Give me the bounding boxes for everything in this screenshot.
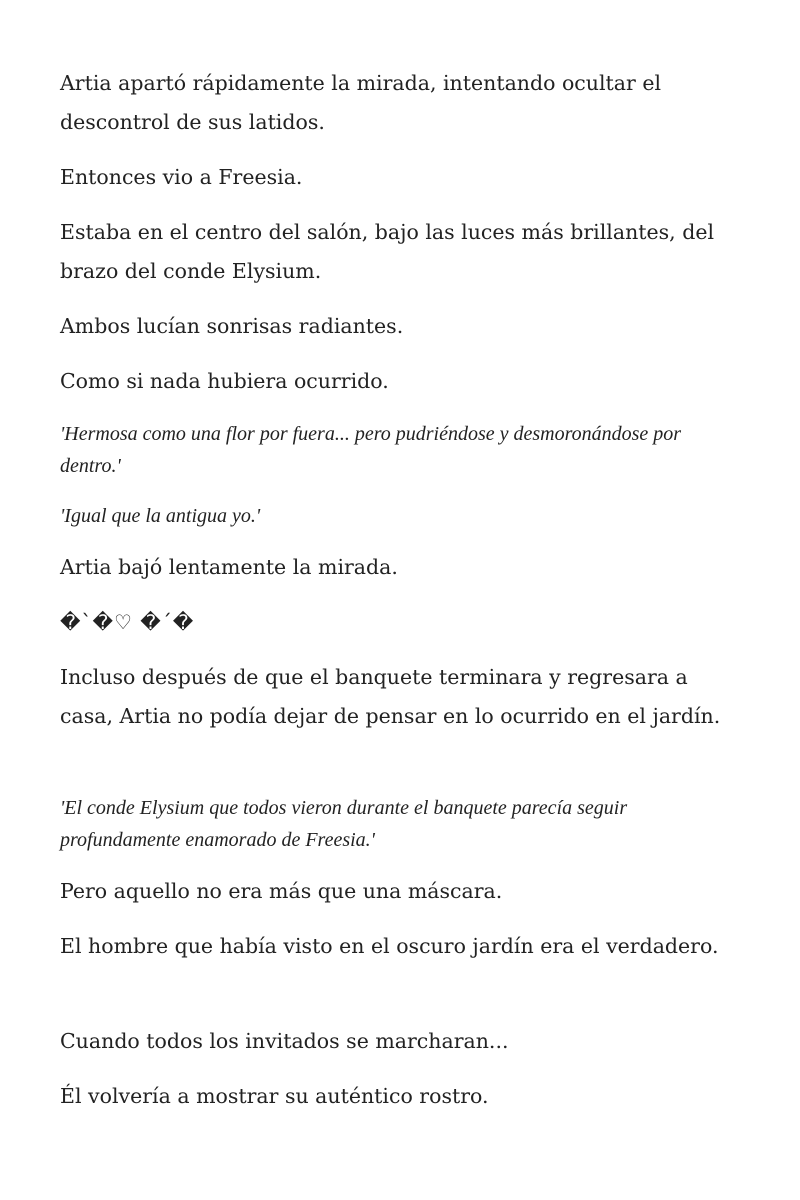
paragraph-9: El hombre que había visto en el oscuro jardín era el verdadero. xyxy=(60,934,719,958)
scene-separator: �`�♡ �´� xyxy=(60,610,195,634)
italic-thought-1: 'Hermosa como una flor por fuera... pero pudriéndose y desmoronándose por dentro.' xyxy=(60,423,682,477)
paragraph-4: Ambos lucían sonrisas radiantes. xyxy=(60,314,404,338)
paragraph-5: Como si nada hubiera ocurrido. xyxy=(60,369,389,393)
paragraph-3: Estaba en el centro del salón, bajo las luces más brillantes, del brazo del conde Elysium. xyxy=(60,220,715,283)
italic-thought-2: 'Igual que la antigua yo.' xyxy=(60,505,261,527)
paragraph-2: Entonces vio a Freesia. xyxy=(60,165,303,189)
paragraph-10: Cuando todos los invitados se marcharan... xyxy=(60,1029,509,1053)
paragraph-8: Pero aquello no era más que una máscara. xyxy=(60,879,503,903)
paragraph-7: Incluso después de que el banquete terminara y regresara a casa, Artia no podía dejar de pensar en lo ocurrido en el jardín. xyxy=(60,665,721,728)
paragraph-11: Él volvería a mostrar su auténtico rostro. xyxy=(60,1084,489,1108)
italic-thought-3: 'El conde Elysium que todos vieron durante el banquete parecía seguir profundamente enamorado de Freesia.' xyxy=(60,797,628,851)
paragraph-6: Artia bajó lentamente la mirada. xyxy=(60,555,398,579)
paragraph-1: Artia apartó rápidamente la mirada, intentando ocultar el descontrol de sus latidos. xyxy=(60,71,662,134)
